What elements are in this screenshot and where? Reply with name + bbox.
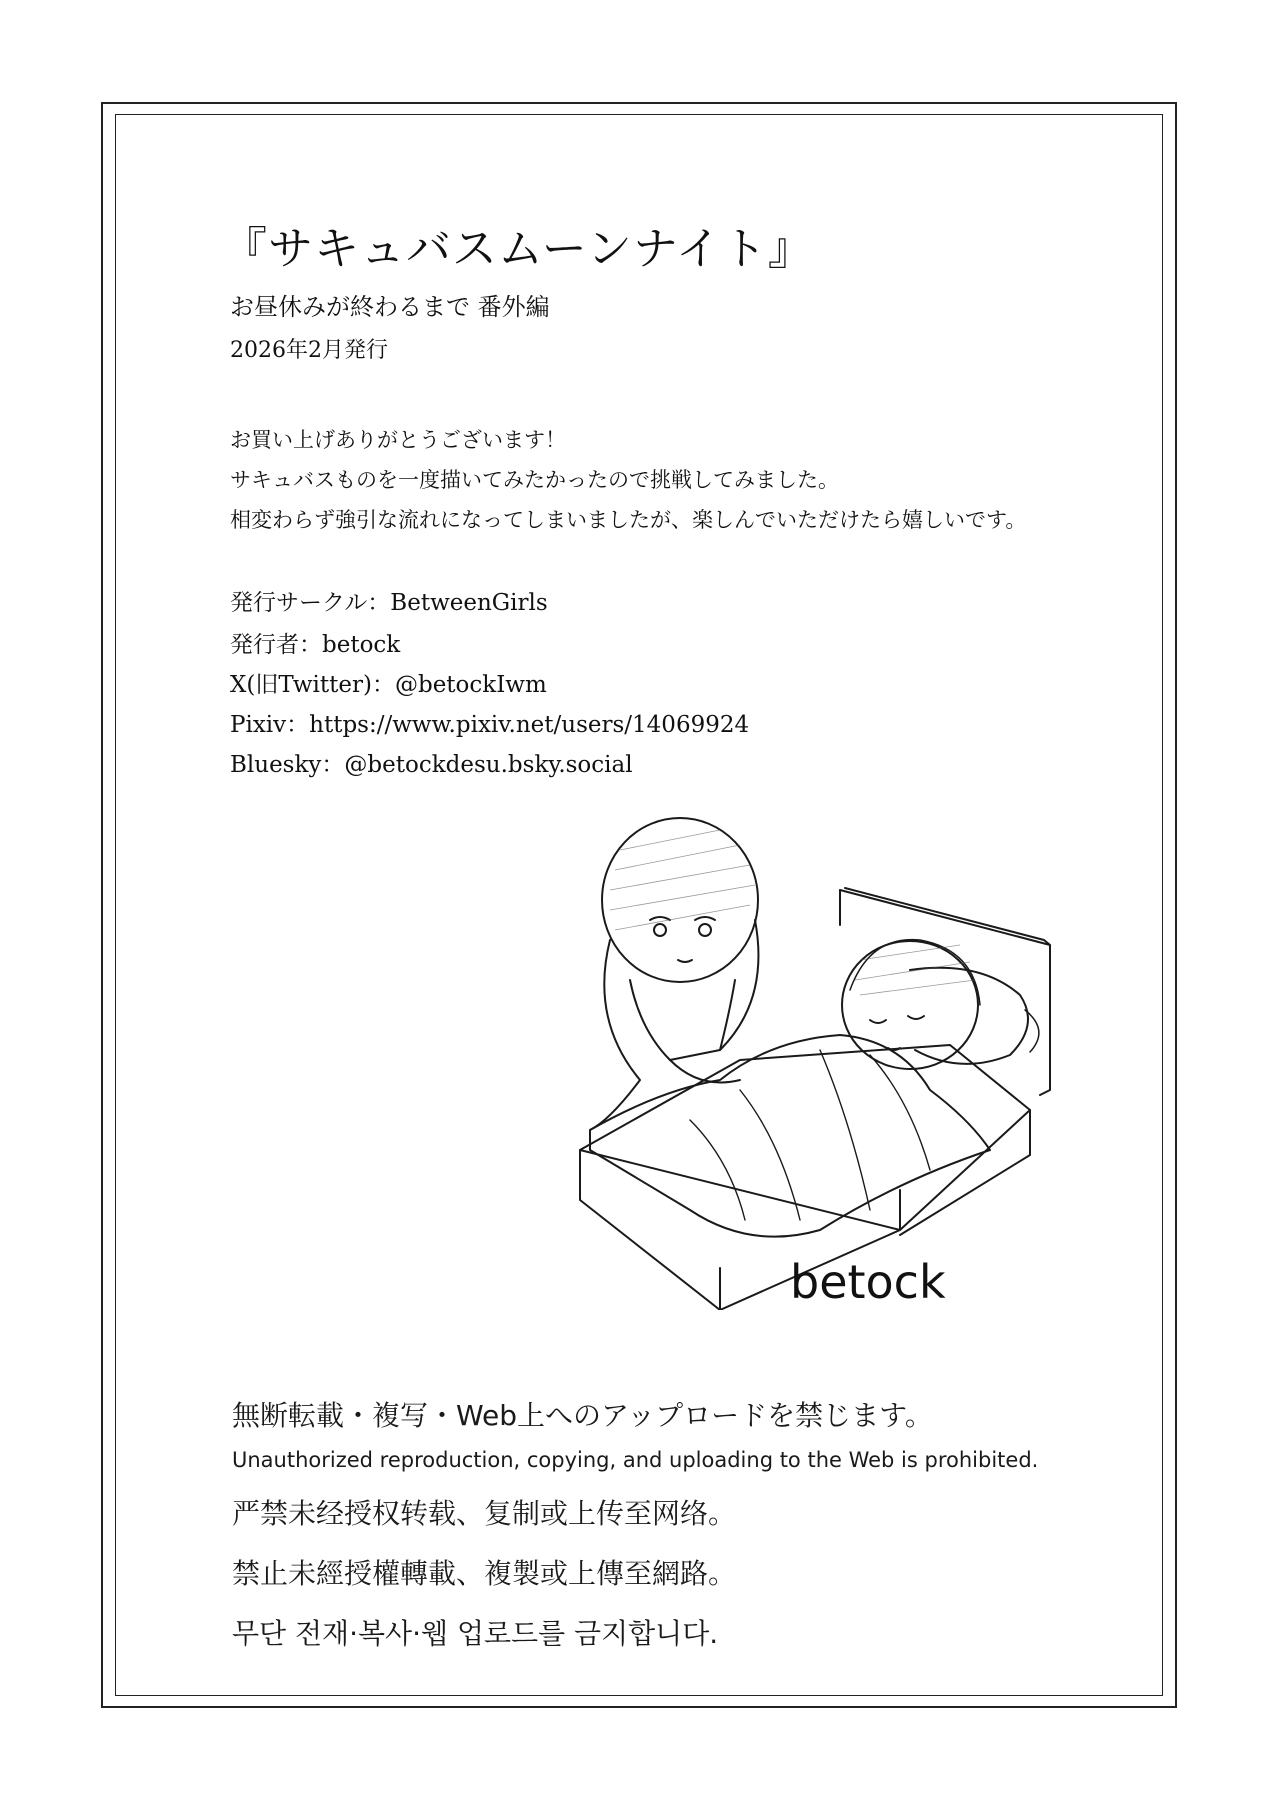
credit-bluesky: Bluesky：@betockdesu.bsky.social <box>230 752 633 778</box>
notice-chinese-traditional: 禁止未經授權轉載、複製或上傳至網路。 <box>232 1557 737 1590</box>
credit-publisher: 発行者：betock <box>230 632 401 658</box>
book-subtitle: お昼休みが終わるまで 番外編 <box>230 293 550 321</box>
message-line-3: 相変わらず強引な流れになってしまいましたが、楽しんでいただけたら嬉しいです。 <box>230 508 1027 532</box>
sitting-girl-hair-left <box>590 940 640 1130</box>
notice-korean: 무단 전재·복사·웹 업로드를 금지합니다. <box>232 1617 719 1650</box>
sleeping-girl-head <box>842 941 978 1069</box>
credit-pixiv: Pixiv：https://www.pixiv.net/users/14069924 <box>230 712 750 738</box>
sitting-girl-hair-right <box>720 920 758 1050</box>
mattress-top <box>580 1045 1030 1230</box>
message-line-2: サキュバスものを一度描いてみたかったので挑戦してみました。 <box>230 468 839 492</box>
illustration-two-girls-bed-icon <box>570 790 1080 1310</box>
notice-japanese: 無断転載・複写・Web上へのアップロードを禁じます。 <box>232 1399 933 1432</box>
credit-circle: 発行サークル：BetweenGirls <box>230 590 548 616</box>
notice-english: Unauthorized reproduction, copying, and uploading to the Web is prohibited. <box>232 1448 1039 1472</box>
publication-date: 2026年2月発行 <box>230 338 388 363</box>
book-title: 『サキュバスムーンナイト』 <box>222 222 814 275</box>
blanket <box>590 1035 990 1237</box>
sitting-girl-head <box>602 818 758 982</box>
notice-chinese-simplified: 严禁未经授权转载、复制或上传至网络。 <box>232 1497 737 1530</box>
sitting-girl-arms <box>630 980 735 1060</box>
credit-x-twitter: X(旧Twitter)：@betockIwm <box>230 672 547 698</box>
artist-signature: betock <box>790 1255 946 1309</box>
pillow <box>910 968 1028 1064</box>
message-line-1: お買い上げありがとうございます！ <box>230 428 566 452</box>
